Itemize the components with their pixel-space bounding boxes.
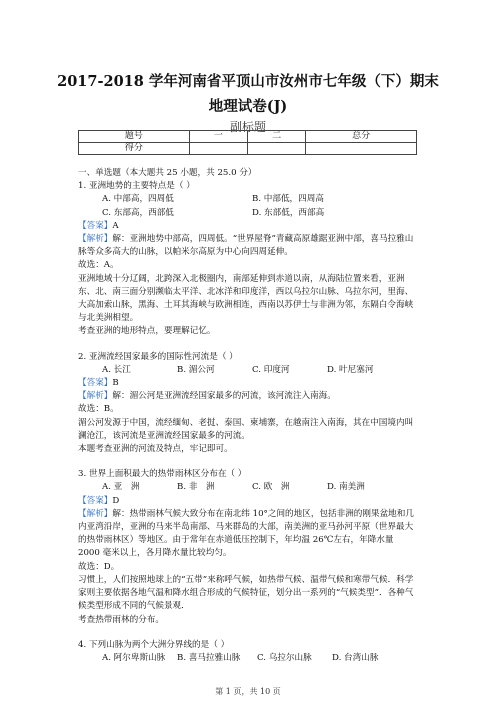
analysis-text: 解：湄公河是亚洲流经国家最多的河流，该河流注入南海。 — [112, 391, 336, 402]
tip: 本题考查亚洲的河流及特点，牢记即可。 — [78, 444, 233, 455]
tip: 考查热带雨林的分布。 — [78, 614, 164, 625]
table-cell — [306, 143, 417, 155]
analysis-text: 解：热带雨林气候大致分布在南北纬 10°之间的地区，包括非洲的刚果盆地和几内亚湾沿岸，亚洲的马来半岛南部、马来群岛的大部，南美洲的亚马孙河平原（世界最大的热带雨林区）等地区。由于常年在赤道低压控制下，年均温 26℃左右，年降水量 2000 毫米以上，各月降水量比较均匀。 — [78, 508, 414, 559]
options-row — [78, 193, 418, 206]
answer-value: B — [112, 378, 119, 389]
analysis — [78, 508, 418, 561]
table-cell: 二 — [247, 131, 305, 143]
section-heading: 一、单选题（本大题共 25 小题，共 25.0 分） — [78, 168, 257, 178]
options-row — [78, 652, 418, 665]
note: 亚洲地域十分辽阔，北跨深入北极圈内，南部延伸到赤道以南，从海陆位置来看，亚洲东、北、南三面分别濒临太平洋、北冰洋和印度洋，西以乌拉尔山脉、乌拉尔河，里海、大高加索山脉，黑海、土耳其海峡与欧洲相连，西南以苏伊士与非洲为邻，东隔白令海峡与北美洲相望。 — [78, 273, 414, 324]
analysis — [78, 233, 418, 259]
question-stem: 2. 亚洲流经国家最多的国际性河流是（ ） — [78, 351, 238, 362]
analysis — [78, 390, 418, 403]
table-cell: 题号 — [79, 131, 190, 143]
answer-value: D — [112, 495, 120, 506]
question-stem: 1. 亚洲地势的主要特点是（ ） — [78, 181, 195, 192]
option: D. 南美洲 — [327, 482, 365, 493]
question-stem: 4. 下列山脉为两个大洲分界线的是（ ） — [78, 639, 230, 650]
answer-line — [78, 220, 418, 233]
question-stem: 3. 世界上面积最大的热带雨林区分布在（ ） — [78, 469, 247, 480]
option: A. 阿尔卑斯山脉 — [102, 652, 166, 663]
option: B. 非 洲 — [177, 482, 215, 493]
option: B. 中部低，四周高 — [252, 194, 324, 205]
table-cell — [247, 143, 305, 155]
questions-body — [78, 167, 418, 665]
analysis-tag: 【解析】 — [78, 391, 113, 402]
page-footer: 第 1 页，共 10 页 — [215, 687, 281, 696]
answer-tag: 【答案】 — [78, 495, 113, 506]
option: B. 湄公河 — [177, 364, 215, 375]
table-cell: 得分 — [79, 143, 190, 155]
options-row — [78, 364, 418, 377]
table-cell: 一 — [189, 131, 247, 143]
score-table — [78, 130, 417, 155]
document-title-line1: 2017-2018 学年河南省平顶山市汝州市七年级（下）期末 — [57, 73, 439, 90]
conclusion: 故选：D。 — [78, 561, 120, 572]
option: C. 东部高，西部低 — [102, 207, 174, 218]
answer-line — [78, 377, 418, 390]
note: 湄公河发源于中国，流经缅甸、老挝、泰国、柬埔寨，在越南注入南海，其在中国境内叫澜沧江，该河流是亚洲流经国家最多的河流。 — [78, 417, 414, 441]
option: C. 乌拉尔山脉 — [257, 652, 312, 663]
option: C. 印度河 — [252, 364, 290, 375]
table-cell: 总分 — [306, 131, 417, 143]
option: C. 欧 洲 — [252, 482, 290, 493]
answer-line — [78, 495, 418, 508]
option: D. 叶尼塞河 — [327, 364, 374, 375]
analysis-tag: 【解析】 — [78, 508, 113, 519]
conclusion: 故选：B。 — [78, 404, 119, 415]
answer-tag: 【答案】 — [78, 220, 113, 231]
options-row — [78, 481, 418, 494]
answer-value: A — [112, 220, 119, 231]
option: D. 东部低，西部高 — [252, 207, 325, 218]
analysis-tag: 【解析】 — [78, 234, 113, 245]
option: A. 长江 — [102, 364, 131, 375]
tip: 考查亚洲的地形特点，要理解记忆。 — [78, 326, 216, 337]
analysis-text: 解：亚洲地势中部高，四周低。“世界屋脊”青藏高原雄踞亚洲中部，喜马拉雅山脉等众多高大的山脉，以帕米尔高原为中心向四周延伸。 — [78, 234, 414, 258]
conclusion: 故选：A。 — [78, 260, 119, 271]
option: D. 台湾山脉 — [332, 652, 379, 663]
options-row — [78, 207, 418, 220]
table-row — [79, 131, 417, 143]
option: A. 中部高，四周低 — [102, 194, 174, 205]
note: 习惯上，人们按照地球上的“五带”来称呼气候，如热带气候、温带气候和寒带气候．科学家则主要依据各地气温和降水组合形成的气候特征，划分出一系列的“气候类型”．各种气候类型形成不同的气候景观． — [78, 574, 414, 612]
document-subtitle: 副标题 — [229, 120, 266, 134]
option: A. 亚 洲 — [102, 482, 140, 493]
table-cell — [189, 143, 247, 155]
document-title-line2: 地理试卷(J) — [208, 98, 288, 115]
table-row — [79, 143, 417, 155]
answer-tag: 【答案】 — [78, 378, 113, 389]
option: B. 喜马拉雅山脉 — [177, 652, 241, 663]
